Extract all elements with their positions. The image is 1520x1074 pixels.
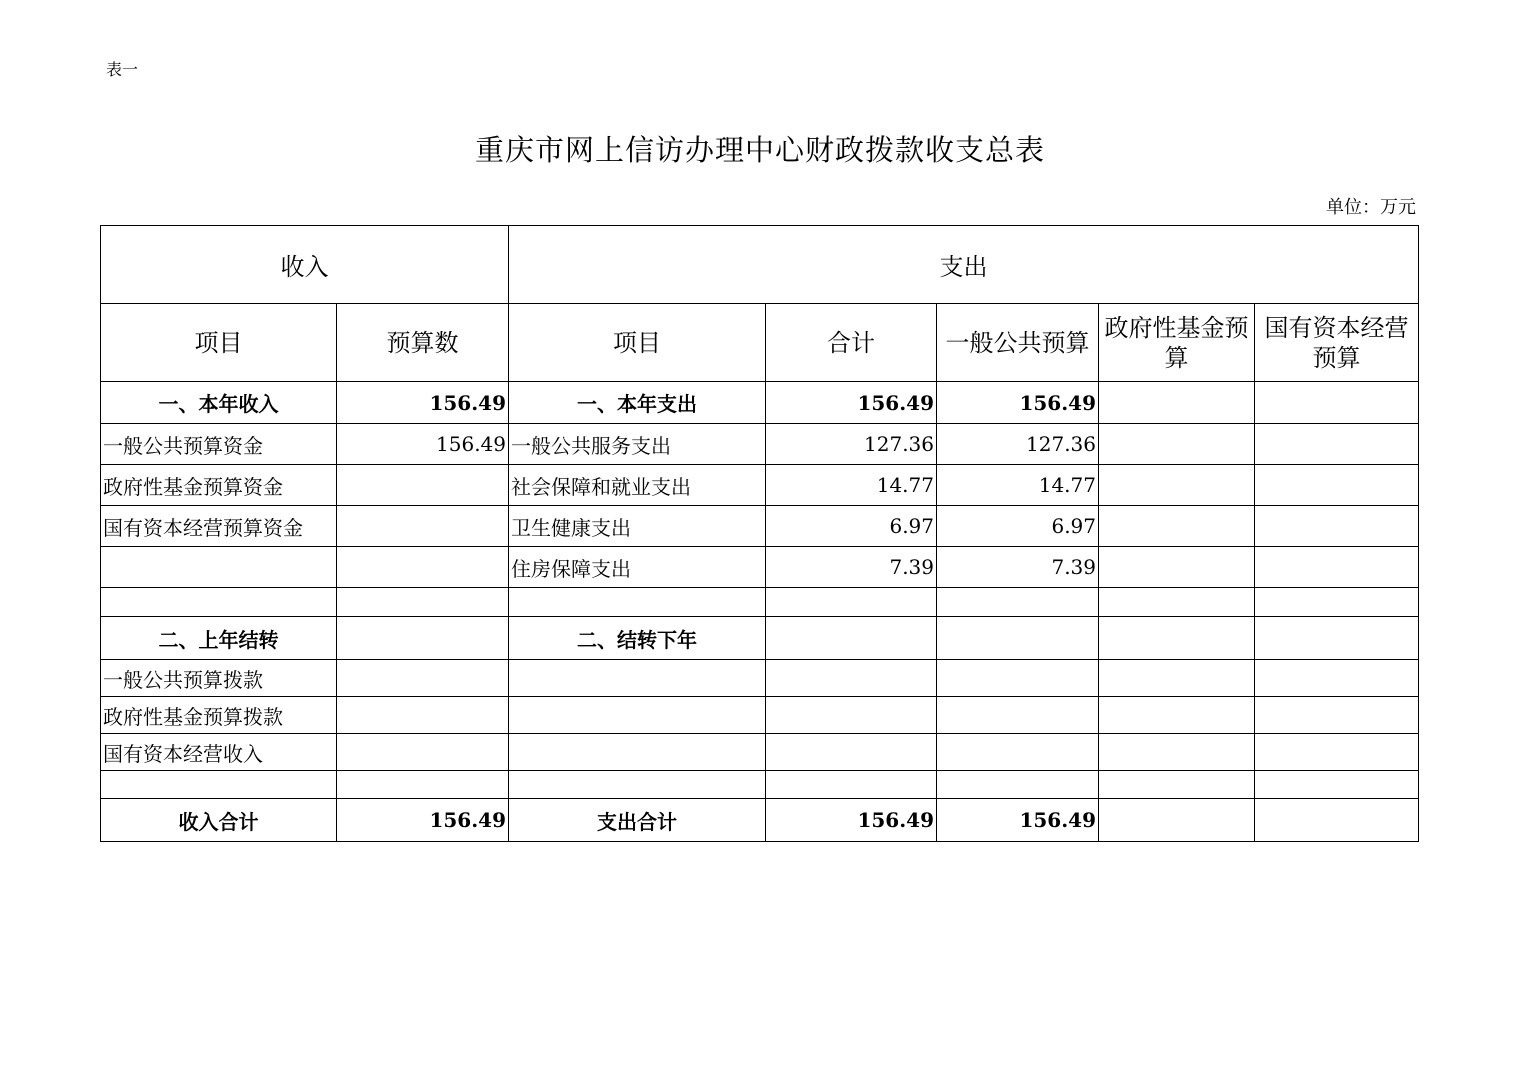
- state-capital-cell: [1255, 424, 1419, 465]
- table-row: [101, 382, 1419, 424]
- expense-item-header: 项目: [509, 304, 766, 382]
- income-section-header: 收入: [101, 226, 509, 304]
- total-cell: [766, 697, 937, 734]
- total-cell: 127.36: [766, 424, 937, 465]
- gov-fund-cell: [1099, 382, 1255, 424]
- total-cell: [766, 771, 937, 799]
- expense-item-cell: [509, 660, 766, 697]
- general-cell: 6.97: [937, 506, 1099, 547]
- table-row: [101, 588, 1419, 617]
- total-header: 合计: [766, 304, 937, 382]
- table-row: [101, 771, 1419, 799]
- total-cell: 6.97: [766, 506, 937, 547]
- state-capital-cell: [1255, 799, 1419, 842]
- income-item-header: 项目: [101, 304, 337, 382]
- expense-item-cell: 二、结转下年: [509, 617, 766, 660]
- income-value-cell: [337, 547, 509, 588]
- table-row: [101, 617, 1419, 660]
- expense-item-cell: 一般公共服务支出: [509, 424, 766, 465]
- gov-fund-cell: [1099, 465, 1255, 506]
- total-cell: [766, 734, 937, 771]
- income-item-cell: [101, 771, 337, 799]
- general-cell: [937, 697, 1099, 734]
- state-capital-cell: [1255, 697, 1419, 734]
- total-cell: 14.77: [766, 465, 937, 506]
- state-capital-cell: [1255, 617, 1419, 660]
- income-item-cell: 政府性基金预算资金: [101, 465, 337, 506]
- total-cell: [766, 588, 937, 617]
- header-row-sections: [101, 226, 1419, 304]
- state-capital-cell: [1255, 547, 1419, 588]
- state-capital-cell: [1255, 506, 1419, 547]
- table-row: [101, 734, 1419, 771]
- state-capital-cell: [1255, 382, 1419, 424]
- expense-item-cell: [509, 697, 766, 734]
- gov-fund-cell: [1099, 506, 1255, 547]
- gov-fund-cell: [1099, 660, 1255, 697]
- general-cell: [937, 734, 1099, 771]
- income-item-cell: 一、本年收入: [101, 382, 337, 424]
- income-value-cell: [337, 588, 509, 617]
- total-cell: [766, 660, 937, 697]
- income-budget-header: 预算数: [337, 304, 509, 382]
- expense-item-cell: 社会保障和就业支出: [509, 465, 766, 506]
- total-cell: [766, 617, 937, 660]
- gov-fund-cell: [1099, 734, 1255, 771]
- table-row: [101, 697, 1419, 734]
- expense-item-cell: 卫生健康支出: [509, 506, 766, 547]
- income-total-label: 收入合计: [101, 799, 337, 842]
- table-number-label: 表一: [106, 60, 139, 79]
- income-value-cell: [337, 697, 509, 734]
- general-cell: [937, 617, 1099, 660]
- income-value-cell: 156.49: [337, 382, 509, 424]
- gov-fund-cell: [1099, 771, 1255, 799]
- general-cell: [937, 660, 1099, 697]
- general-budget-header: 一般公共预算: [937, 304, 1099, 382]
- total-cell: 156.49: [766, 382, 937, 424]
- expense-section-header: 支出: [509, 226, 1419, 304]
- state-capital-cell: [1255, 734, 1419, 771]
- table-row: [101, 465, 1419, 506]
- income-value-cell: [337, 771, 509, 799]
- income-item-cell: 政府性基金预算拨款: [101, 697, 337, 734]
- income-value-cell: 156.49: [337, 424, 509, 465]
- state-capital-cell: [1255, 660, 1419, 697]
- state-capital-budget-header: 国有资本经营预算: [1255, 304, 1419, 382]
- general-cell: [937, 771, 1099, 799]
- gov-fund-budget-header: 政府性基金预算: [1099, 304, 1255, 382]
- income-total-value: 156.49: [337, 799, 509, 842]
- income-item-cell: 一般公共预算拨款: [101, 660, 337, 697]
- income-item-cell: 国有资本经营收入: [101, 734, 337, 771]
- budget-summary-table: [100, 225, 1419, 842]
- gov-fund-cell: [1099, 697, 1255, 734]
- expense-item-cell: 住房保障支出: [509, 547, 766, 588]
- general-cell: 7.39: [937, 547, 1099, 588]
- general-cell: 127.36: [937, 424, 1099, 465]
- income-item-cell: 一般公共预算资金: [101, 424, 337, 465]
- totals-row: [101, 799, 1419, 842]
- income-value-cell: [337, 465, 509, 506]
- table-row: [101, 660, 1419, 697]
- general-cell: 14.77: [937, 465, 1099, 506]
- table-row: [101, 424, 1419, 465]
- state-capital-cell: [1255, 465, 1419, 506]
- state-capital-cell: [1255, 771, 1419, 799]
- income-value-cell: [337, 506, 509, 547]
- income-value-cell: [337, 734, 509, 771]
- income-item-cell: 国有资本经营预算资金: [101, 506, 337, 547]
- income-item-cell: 二、上年结转: [101, 617, 337, 660]
- income-value-cell: [337, 660, 509, 697]
- income-value-cell: [337, 617, 509, 660]
- gov-fund-cell: [1099, 799, 1255, 842]
- total-cell: 156.49: [766, 799, 937, 842]
- general-cell: [937, 588, 1099, 617]
- income-item-cell: [101, 588, 337, 617]
- unit-label: 单位：万元: [1326, 197, 1416, 218]
- total-cell: 7.39: [766, 547, 937, 588]
- general-cell: 156.49: [937, 799, 1099, 842]
- expense-item-cell: [509, 588, 766, 617]
- general-cell: 156.49: [937, 382, 1099, 424]
- table-row: [101, 506, 1419, 547]
- expense-item-cell: [509, 771, 766, 799]
- gov-fund-cell: [1099, 617, 1255, 660]
- state-capital-cell: [1255, 588, 1419, 617]
- page-title: 重庆市网上信访办理中心财政拨款收支总表: [474, 133, 1045, 167]
- expense-total-label: 支出合计: [509, 799, 766, 842]
- gov-fund-cell: [1099, 588, 1255, 617]
- income-item-cell: [101, 547, 337, 588]
- gov-fund-cell: [1099, 424, 1255, 465]
- header-row-columns: [101, 304, 1419, 382]
- gov-fund-cell: [1099, 547, 1255, 588]
- table-row: [101, 547, 1419, 588]
- expense-item-cell: 一、本年支出: [509, 382, 766, 424]
- expense-item-cell: [509, 734, 766, 771]
